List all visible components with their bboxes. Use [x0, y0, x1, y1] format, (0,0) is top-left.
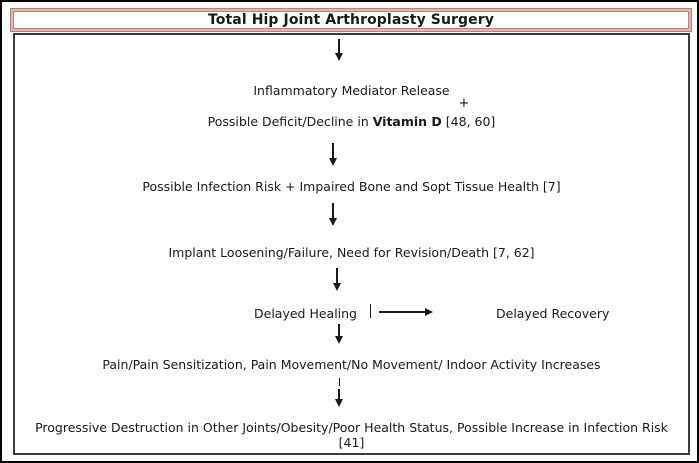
- page-title: Total Hip Joint Arthroplasty Surgery: [13, 11, 689, 29]
- connector-bar-icon: [370, 304, 371, 318]
- arrow-down-icon: [333, 268, 342, 291]
- node-infection-risk: Possible Infection Risk + Impaired Bone and Sopt Tissue Health [7]: [142, 179, 561, 194]
- node-progressive-destruction: Progressive Destruction in Other Joints/Obesity/Poor Health Status, Possible Increase in Infection Risk: [35, 420, 668, 435]
- arrow-down-icon: [335, 389, 344, 407]
- node-delayed-healing: Delayed Healing: [254, 306, 357, 321]
- plus-sign: +: [458, 96, 470, 111]
- vitamin-d-text-prefix: Possible Deficit/Decline in: [207, 114, 373, 129]
- vitamin-d-citation: [48, 60]: [441, 114, 496, 129]
- node-vitamin-d-deficit: [13, 114, 690, 129]
- arrow-down-icon: [335, 324, 344, 344]
- arrow-right-icon: [379, 307, 433, 317]
- arrow-down-icon: [329, 143, 338, 166]
- title-box: [10, 8, 692, 32]
- arrow-down-icon: [329, 203, 338, 226]
- node-implant-loosening: Implant Loosening/Failure, Need for Revision/Death [7, 62]: [168, 245, 535, 260]
- vitamin-d-text-bold: Vitamin D: [372, 114, 442, 129]
- node-delayed-recovery: Delayed Recovery: [496, 306, 610, 321]
- node-inflammatory-mediator-release: Inflammatory Mediator Release: [253, 83, 450, 98]
- dashed-arrow-segment-icon: [339, 378, 340, 386]
- node-pain-sensitization: Pain/Pain Sensitization, Pain Movement/No Movement/ Indoor Activity Increases: [102, 357, 601, 372]
- arrow-down-icon: [335, 39, 344, 61]
- node-progressive-destruction-citation: [41]: [338, 435, 365, 450]
